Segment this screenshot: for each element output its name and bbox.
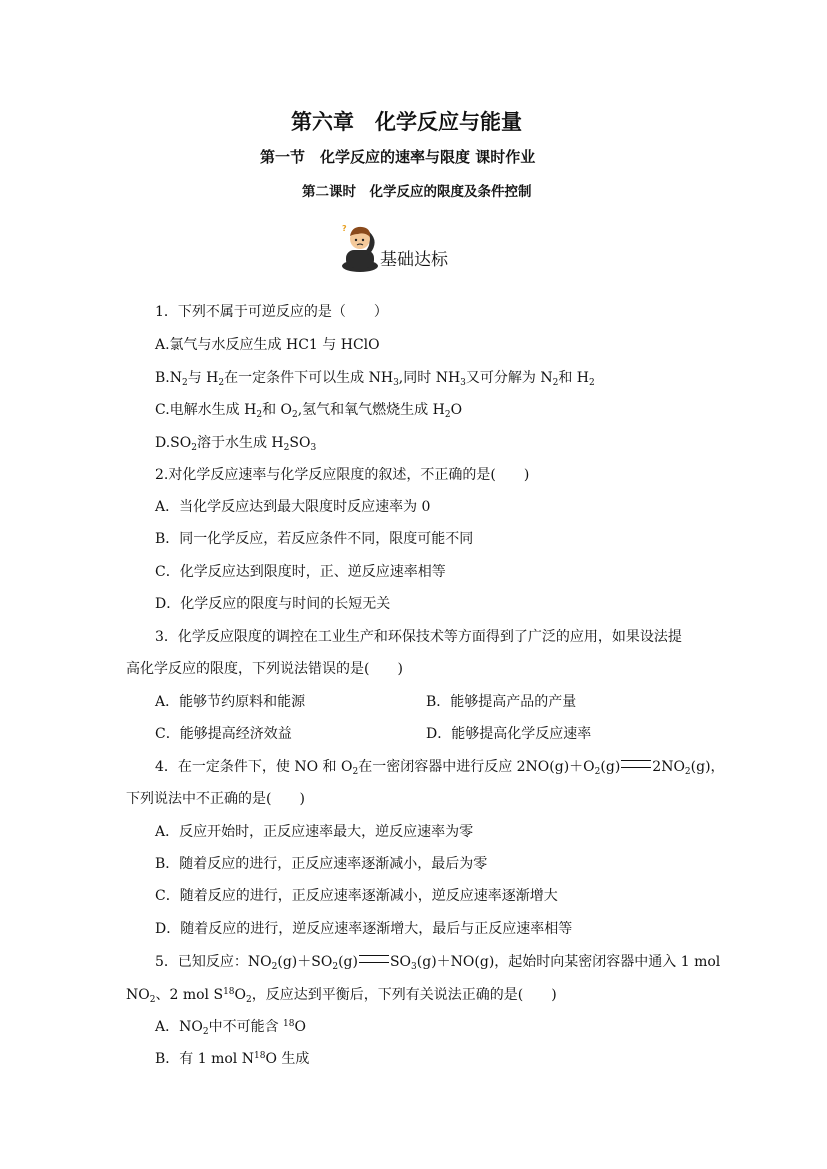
q2-option-c: C．化学反应达到限度时，正、逆反应速率相等	[155, 564, 446, 580]
q4-stem-line2: 下列说法中不正确的是( )	[126, 791, 305, 807]
q2-stem: 2.对化学反应速率与化学反应限度的叙述，不正确的是( )	[155, 467, 530, 483]
q1-option-b: $B.N_2$与 $H_2$在一定条件下可以生成 $NH_3$,同时 $NH_3$又可分解为 $N_2$和 $H_2$	[155, 370, 595, 388]
q4-option-d: D．随着反应的进行，逆反应速率逐渐增大，最后与正反应速率相等	[155, 921, 573, 937]
q3-stem-line1: 3．化学反应限度的调控在工业生产和环保技术等方面得到了广泛的应用，如果设法提	[155, 629, 682, 645]
section-title: 第一节 化学反应的速率与限度 课时作业	[260, 148, 536, 166]
badge-label: 基础达标	[380, 250, 448, 270]
q4-option-a: A．反应开始时，正反应速率最大，逆反应速率为零	[155, 824, 474, 840]
section-badge	[338, 222, 468, 276]
q4-option-c: C．随着反应的进行，正反应速率逐渐减小，逆反应速率逐渐增大	[155, 888, 558, 904]
q1-stem: 1．下列不属于可逆反应的是（ ）	[155, 304, 388, 320]
q1-option-c: C.电解水生成 $H_2$和 $O_2$,氢气和氧气燃烧生成 $H_2O$	[155, 402, 463, 420]
thinking-boy-icon	[338, 222, 382, 272]
q5-option-b: B．有 1 mol $N^{18}O$ 生成	[155, 1051, 310, 1067]
q2-option-b: B．同一化学反应，若反应条件不同，限度可能不同	[155, 531, 474, 547]
q1-option-d: $D.SO_2$溶于水生成 $H_2SO_3$	[155, 435, 317, 453]
q3-stem-line2: 高化学反应的限度，下列说法错误的是( )	[126, 661, 403, 677]
lesson-title: 第二课时 化学反应的限度及条件控制	[302, 184, 532, 200]
q5-option-a: A．$NO_2$中不可能含 $^{18}$O	[155, 1019, 306, 1037]
q4-stem-line1: 4．在一定条件下，使 NO 和 $O_2$在一密闭容器中进行反应 $2NO(g)+O_2(g)$ $2NO_2(g)$，	[155, 759, 725, 777]
q3-option-c: C．能够提高经济效益	[155, 726, 292, 742]
equilibrium-sign	[621, 760, 651, 768]
q1-option-a: A.氯气与水反应生成 HC1 与 HClO	[155, 337, 380, 353]
q3-option-a: A．能够节约原料和能源	[155, 694, 306, 710]
q3-option-b: B．能够提高产品的产量	[426, 694, 577, 710]
q2-option-a: A．当化学反应达到最大限度时反应速率为 0	[155, 499, 431, 515]
equilibrium-sign	[359, 955, 389, 963]
q5-stem-line1: 5．已知反应：$NO_2(g)+SO_2(g)$ $SO_3(g)+NO(g)$，起始时向某密闭容器中通入 1 mol	[155, 954, 721, 972]
q4-option-b: B．随着反应的进行，正反应速率逐渐减小，最后为零	[155, 856, 488, 872]
q3-option-d: D．能够提高化学反应速率	[426, 726, 592, 742]
chapter-title: 第六章 化学反应与能量	[291, 109, 522, 134]
svg-text:?: ?	[342, 224, 347, 233]
q2-option-d: D．化学反应的限度与时间的长短无关	[155, 596, 391, 612]
q5-stem-line2: $NO_2$、2 mol $S^{18}O_2$，反应达到平衡后，下列有关说法正确的是( )	[126, 987, 557, 1005]
